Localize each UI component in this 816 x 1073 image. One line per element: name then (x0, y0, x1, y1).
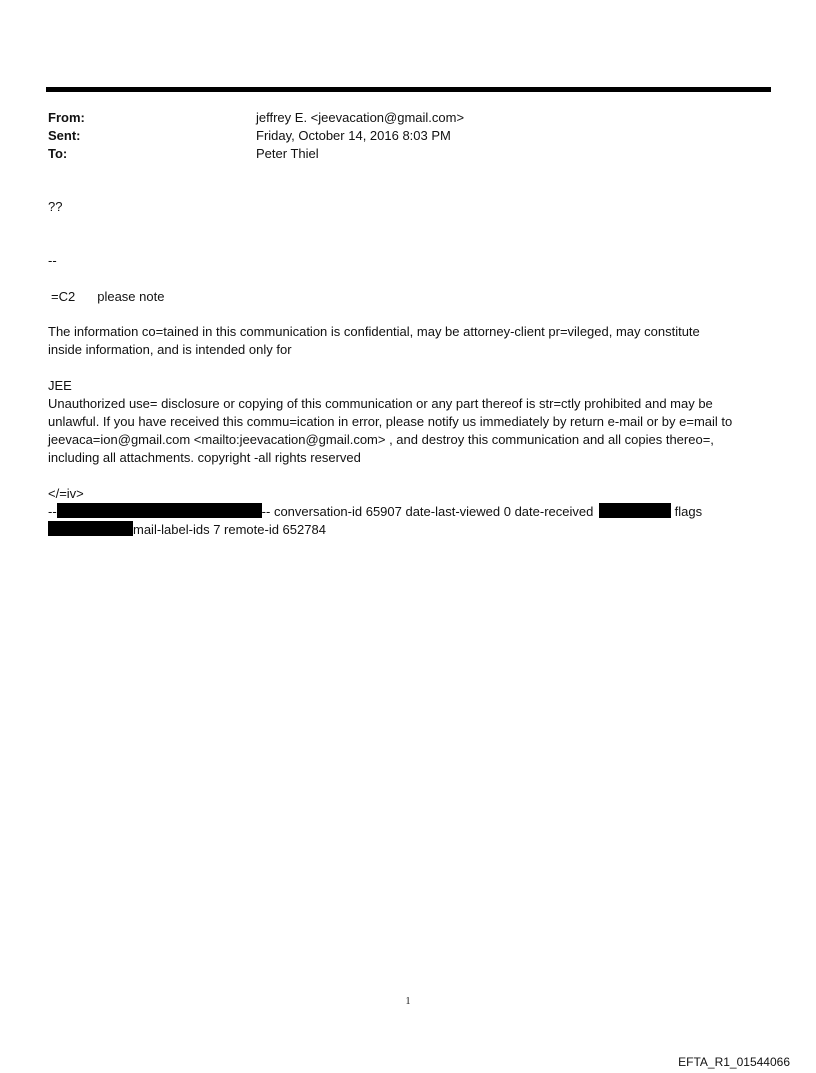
note-prefix: =C2 (51, 289, 76, 304)
metadata-block (48, 485, 773, 539)
redaction-block (48, 521, 133, 536)
meta-line2: mail-label-ids 7 remote-id 652784 (133, 522, 326, 537)
redaction-block (57, 503, 262, 518)
page-number: 1 (405, 996, 411, 1007)
unauth-line: including all attachments. copyright -all rights reserved (48, 450, 361, 465)
sent-row (48, 127, 748, 145)
meta-mid: -- conversation-id 65907 date-last-viewed 0 date-received (261, 504, 594, 519)
unauth-line: unlawful. If you have received this commu=ication in error, please notify us immediately by return e-mail or by e=mail to (48, 414, 733, 429)
metadata-line-1 (48, 503, 773, 521)
signature-separator: -- (48, 253, 57, 268)
email-header (48, 109, 748, 163)
header-rule (46, 87, 771, 92)
note-text: please note (97, 289, 165, 304)
closing-tag: </=iv> (48, 486, 84, 501)
disclaimer-paragraph (48, 323, 773, 359)
sent-value: Friday, October 14, 2016 8:03 PM (256, 128, 451, 143)
disclaimer-line: inside information, and is intended only for (48, 342, 292, 357)
redaction-block (599, 503, 671, 518)
unauth-line: jeevaca=ion@gmail.com <mailto:jeevacation@gmail.com> , and destroy this communication and all copies thereo=, (48, 432, 714, 447)
sent-label: Sent: (48, 128, 81, 143)
from-value: jeffrey E. <jeevacation@gmail.com> (256, 110, 465, 125)
to-value: Peter Thiel (256, 146, 319, 161)
note-line (48, 288, 773, 306)
signoff: JEE (48, 378, 72, 393)
greeting: ?? (48, 199, 63, 214)
metadata-line-2 (48, 521, 773, 539)
unauthorized-paragraph (48, 377, 773, 467)
document-id: EFTA_R1_01544066 (678, 1055, 790, 1069)
disclaimer-line: The information co=tained in this communication is confidential, may be attorney-client pr=vileged, may constitute (48, 324, 700, 339)
meta-prefix: -- (48, 504, 57, 519)
to-row (48, 145, 748, 163)
unauth-line: Unauthorized use= disclosure or copying of this communication or any part thereof is str=ctly prohibited and may be (48, 396, 713, 411)
meta-flags: flags (674, 504, 703, 519)
from-row (48, 109, 748, 127)
to-label: To: (48, 146, 68, 161)
from-label: From: (48, 110, 85, 125)
